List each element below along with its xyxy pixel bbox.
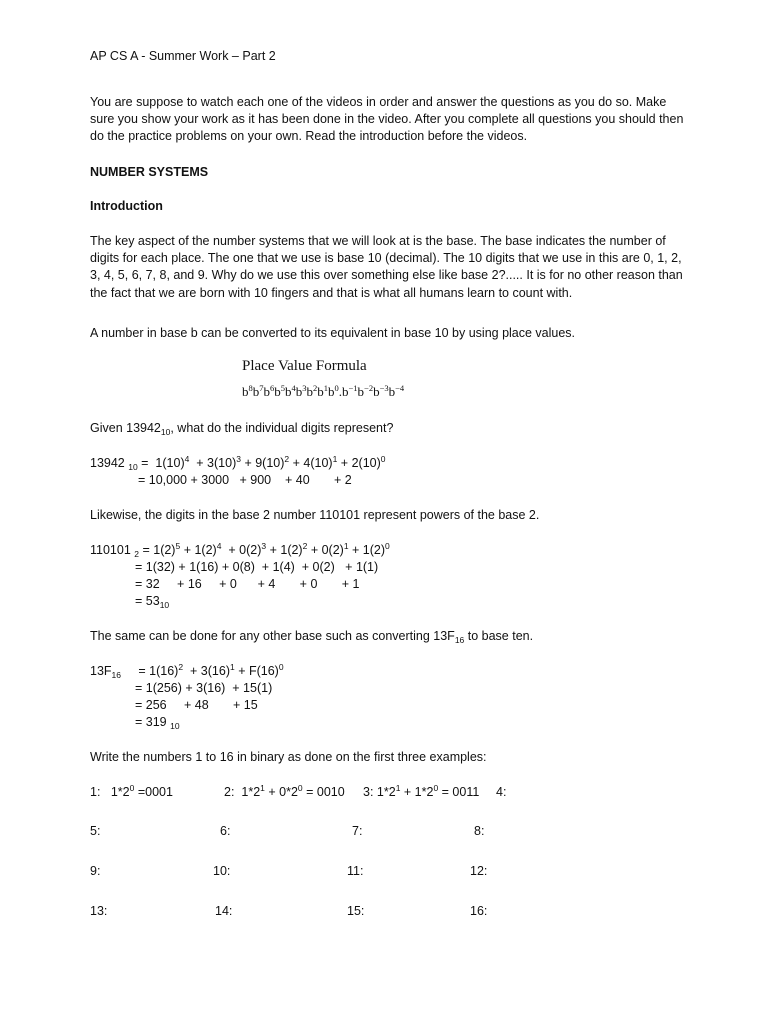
hex-expansion-line-4: = 319 $_{10}$ (135, 715, 180, 731)
key-aspect-paragraph: The key aspect of the number systems that we will look at is the base. The base indicates the number of digits for each place. The one that we use is base 10 (decimal). The 10 digits that we use in this are 0, 1, 2, 3, 4, 5, 6, 7, 8, and 9. Why do we use this over something else like base 2?..... It is for no other reason than the fact that we are born with 10 fingers and that is what all humans learn to count with. (90, 234, 683, 300)
binary-label-11: 11: (347, 864, 364, 878)
binary-label-6: 6: (220, 824, 231, 838)
decimal-expansion-line-1: 13942 $_{10} = 1(10)^4 + 3(10)^3 + 9(10)^2 + 4(10)^1 + 2(10)^0$ (90, 454, 386, 472)
binary-example-3-exp1: 1 (395, 783, 401, 793)
section-heading: NUMBER SYSTEMS (90, 165, 209, 179)
binary-label-9: 9: (90, 864, 101, 878)
binary-label-14: 14: (215, 904, 233, 918)
given-question-text: , what do the individual digits represent? (170, 421, 394, 435)
binary-label-2: 2: (224, 785, 235, 799)
binary-label-15: 15: (347, 904, 365, 918)
binary-example-1 (90, 785, 173, 799)
binary-label-12: 12: (470, 864, 488, 878)
binary-example-2-term1: 1*2 (241, 785, 261, 799)
introduction-subheading: Introduction (90, 199, 163, 213)
binary-example-2-term2: + 0*2 (264, 785, 298, 799)
binary-example-2-exp2: 0 (297, 783, 303, 793)
binary-expansion-line-2: = 1(32) + 1(16) + 0(8) + 1(4) + 0(2) + 1(1) (135, 560, 379, 574)
binary-label-1: 1: (90, 785, 101, 799)
conversion-sentence: A number in base b can be converted to its equivalent in base 10 by using place values. (90, 326, 576, 340)
hex-sentence-base: 16 (454, 635, 465, 645)
binary-label-16: 16: (470, 904, 488, 918)
binary-label-7: 7: (352, 824, 363, 838)
document-title: AP CS A - Summer Work – Part 2 (90, 49, 276, 63)
decimal-expansion-line-2: = 10,000 + 3000 + 900 + 40 + 2 (138, 473, 352, 487)
binary-expansion-line-3: = 32 + 16 + 0 + 4 + 0 + 1 (135, 577, 360, 591)
binary-label-10: 10: (213, 864, 231, 878)
given-number: Given 13942 (90, 421, 161, 435)
binary-example-2 (224, 785, 345, 799)
binary-example-3-term1: 1*2 (376, 785, 396, 799)
hex-sentence (90, 628, 533, 645)
binary-example-2-result: = 0010 (302, 785, 345, 799)
binary-example-2-exp1: 1 (260, 783, 265, 793)
binary-label-4: 4: (496, 785, 507, 799)
given-base: 10 (160, 427, 171, 437)
binary-example-3-exp2: 0 (433, 783, 439, 793)
binary-expansion-line-1: 110101 $_2 = 1(2)^5 + 1(2)^4 + 0(2)^3 + 1(2)^2 + 0(2)^1 + 1(2)^0$ (90, 541, 390, 559)
binary-label-8: 8: (474, 824, 485, 838)
binary-example-3-result: = 0011 (438, 785, 480, 799)
binary-example-3-term2: + 1*2 (400, 785, 434, 799)
hex-expansion-line-2: = 1(256) + 3(16) + 15(1) (135, 681, 273, 695)
formula-title: Place Value Formula (242, 358, 367, 374)
place-value-formula: $b^8b^7b^6b^5b^4b^3b^2b^1b^0.b^{-1}b^{-2}b^{-3}b^{-4}$ (242, 383, 405, 399)
intro-paragraph: You are suppose to watch each one of the videos in order and answer the questions as you do so. Make sure you show your work as it has been done in the video. After you complete all questions you should then do the practice problems on your own. Read the introduction before the videos. (90, 95, 684, 144)
hex-sentence-suffix: to base ten. (464, 629, 534, 643)
hex-sentence-prefix: The same can be done for any other base such as converting 13F (90, 629, 455, 643)
likewise-sentence: Likewise, the digits in the base 2 number 110101 represent powers of the base 2. (90, 508, 540, 522)
binary-expansion-line-4: = $53_{10}$ (135, 594, 170, 610)
binary-example-3 (363, 785, 479, 799)
binary-label-3: 3: (363, 785, 374, 799)
write-binary-instruction: Write the numbers 1 to 16 in binary as done on the first three examples: (90, 750, 487, 764)
binary-example-1-term: 1*2 (110, 785, 130, 799)
hex-expansion-line-3: = 256 + 48 + 15 (135, 698, 258, 712)
hex-expansion-line-1: $13F_{16}$ = $1(16)^2 + 3(16)^1 + F(16)^0$ (90, 662, 284, 680)
binary-example-1-exp: 0 (129, 783, 135, 793)
binary-label-13: 13: (90, 904, 108, 918)
binary-example-1-result: =0001 (134, 785, 173, 799)
binary-label-5: 5: (90, 824, 101, 838)
given-question (90, 420, 393, 437)
